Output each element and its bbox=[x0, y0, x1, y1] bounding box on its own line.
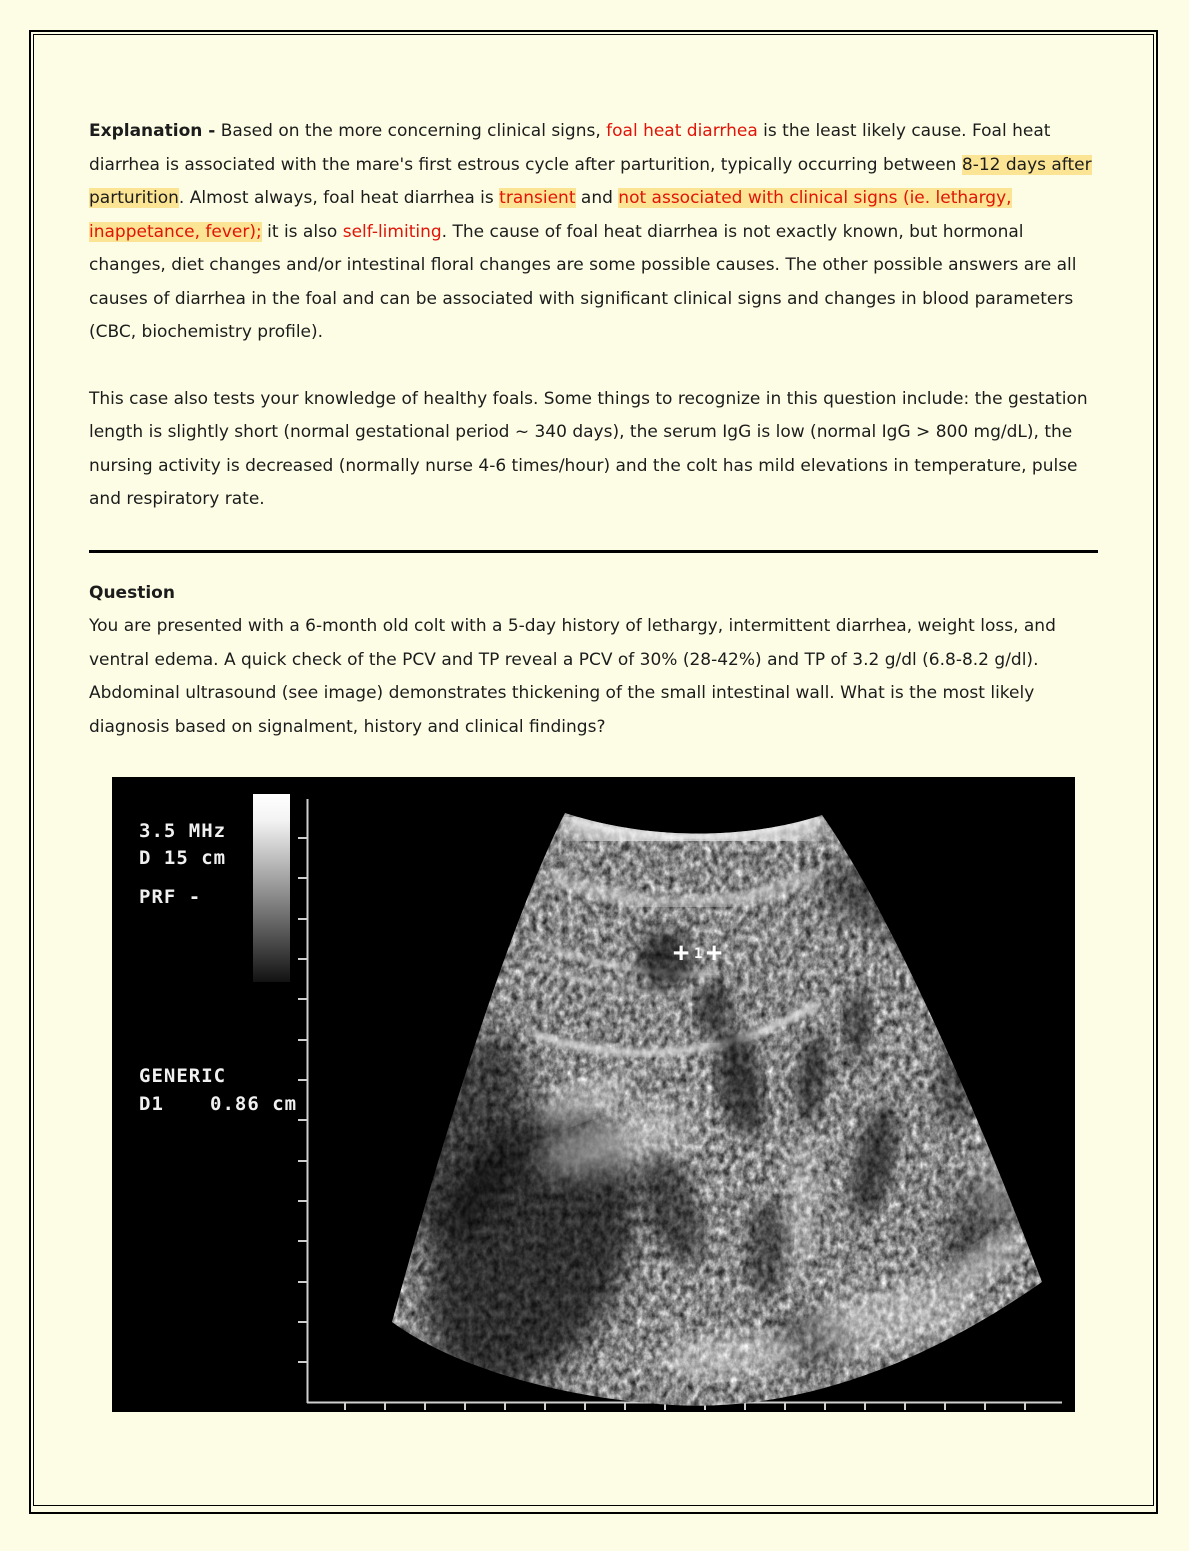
section-divider bbox=[89, 550, 1098, 553]
caliper-right-icon: + bbox=[706, 937, 723, 968]
grayscale-bar bbox=[253, 794, 290, 982]
explanation-segment: . The cause of foal heat diarrhea is not exactly known, but hormonal changes, diet changes and/or intestinal floral changes are some possible causes. The other possible answers are all causes of diarrhea in the foal and can be associated with significant clinical signs and changes in blood parameters (CBC, biochemistry profile). bbox=[89, 221, 1077, 342]
explanation-segment-red: foal heat diarrhea bbox=[606, 121, 758, 141]
explanation-segment-red-highlight: transient bbox=[499, 188, 576, 208]
content-area bbox=[34, 35, 1153, 1412]
question-heading: Question bbox=[89, 582, 175, 603]
frequency-label: 3.5 MHz bbox=[139, 820, 227, 842]
ultrasound-image bbox=[112, 777, 1075, 1412]
explanation-segment-red: self-limiting bbox=[342, 221, 442, 242]
explanation-segment: it is also bbox=[261, 221, 343, 242]
explanation-segment: . Almost always, foal heat diarrhea is bbox=[178, 188, 500, 208]
explanation-segment-red-highlight: not associated with clinical signs (ie. lethargy, inappetance, fever); bbox=[89, 188, 1012, 242]
question-block bbox=[89, 577, 1098, 745]
ultrasound-svg bbox=[112, 777, 1075, 1412]
knowledge-paragraph: This case also tests your knowledge of healthy foals. Some things to recognize in this question include: the gestation length is slightly short (normal gestational period ~ 340 days), the serum IgG is low (normal IgG > 800 mg/dL), the nursing activity is decreased (normally nurse 4-6 times/hour) and the colt has mild elevations in temperature, pulse and respiratory rate. bbox=[89, 388, 1088, 509]
explanation-segment: is the least likely cause. Foal heat diarrhea is associated with the mare's first estrous cycle after parturition, typically occurring between bbox=[89, 121, 1051, 175]
measurement-label: D1 bbox=[139, 1093, 164, 1115]
prf-label: PRF - bbox=[139, 886, 202, 908]
explanation-heading: Explanation - bbox=[89, 121, 216, 141]
content-inner-box bbox=[33, 34, 1154, 1506]
question-text: You are presented with a 6-month old colt with a 5-day history of lethargy, intermittent diarrhea, weight loss, and ventral edema. A quick check of the PCV and TP reveal a PCV of 30% (28-42%) and TP of 3.2 g/dl (6.8-8.2 g/dl). Abdominal ultrasound (see image) demonstrates thickening of the small intestinal wall. What is the most likely diagnosis based on signalment, history and clinical findings? bbox=[89, 616, 1056, 737]
explanation-paragraph bbox=[89, 115, 1098, 350]
preset-label: GENERIC bbox=[139, 1065, 227, 1087]
caliper-index: 1 bbox=[694, 946, 703, 962]
measurement-value: 0.86 cm bbox=[210, 1093, 298, 1115]
explanation-segment-highlight: 8-12 days after parturition bbox=[89, 154, 1092, 208]
explanation-segment: Based on the more concerning clinical signs, bbox=[215, 121, 607, 141]
depth-label: D 15 cm bbox=[139, 847, 227, 869]
caliper-left-icon: + bbox=[673, 937, 690, 968]
content-border-box bbox=[29, 30, 1158, 1514]
explanation-segment: and bbox=[575, 188, 619, 208]
